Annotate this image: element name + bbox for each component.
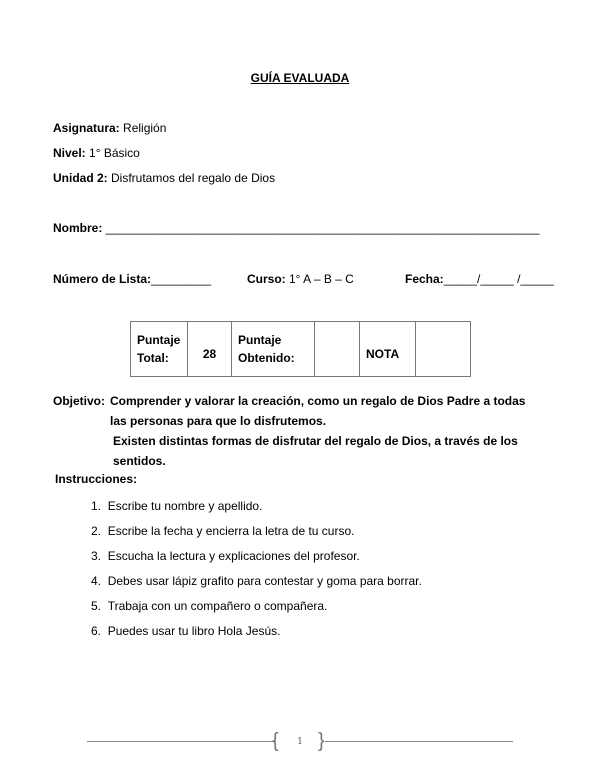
list-item [91, 624, 280, 638]
instrucciones-label: Instrucciones: [55, 472, 138, 486]
asignatura-value: Religión [119, 121, 167, 135]
unidad-value: Disfrutamos del regalo de Dios [107, 171, 276, 185]
total-value: 28 [188, 322, 232, 377]
item-number: 2. [91, 524, 102, 538]
curso-label: Curso: [247, 272, 286, 286]
unidad-label: Unidad 2: [53, 171, 108, 185]
lista-field[interactable] [53, 272, 211, 286]
objetivo-line: Existen distintas formas de disfrutar del regalo de Dios, a través de los [113, 434, 518, 448]
nivel-value: 1° Básico [85, 146, 140, 160]
nivel-label: Nivel: [53, 146, 86, 160]
item-number: 5. [91, 599, 102, 613]
objetivo-label: Objetivo: [53, 394, 106, 408]
asignatura-field [53, 121, 166, 135]
curso-field [247, 272, 354, 286]
obtained-label: Puntaje Obtenido: [232, 322, 315, 377]
nombre-blank[interactable]: _________________________________________________________________ [102, 221, 540, 235]
fecha-field[interactable] [405, 272, 554, 286]
total-label: Puntaje Total: [131, 322, 188, 377]
item-text: Escribe la fecha y encierra la letra de tu curso. [107, 524, 355, 538]
right-brace-icon: } [318, 730, 325, 752]
item-text: Puedes usar tu libro Hola Jesús. [107, 624, 281, 638]
footer-divider [87, 741, 276, 742]
lista-label: Número de Lista: [53, 272, 152, 286]
score-table [130, 321, 471, 377]
nivel-field [53, 146, 140, 160]
objetivo-line: sentidos. [113, 454, 166, 468]
fecha-blank[interactable]: _____/_____ /_____ [443, 272, 554, 286]
page-number: 1 [297, 737, 303, 747]
nota-value[interactable] [416, 322, 471, 377]
obtained-value[interactable] [315, 322, 360, 377]
item-text: Escribe tu nombre y apellido. [107, 499, 263, 513]
objetivo-line: Comprender y valorar la creación, como un regalo de Dios Padre a todas [110, 394, 526, 408]
item-number: 1. [91, 499, 102, 513]
page-title: GUÍA EVALUADA [250, 71, 350, 85]
item-text: Trabaja con un compañero o compañera. [107, 599, 328, 613]
fecha-label: Fecha: [405, 272, 444, 286]
left-brace-icon: { [272, 730, 279, 752]
item-text: Debes usar lápiz grafito para contestar y goma para borrar. [107, 574, 422, 588]
asignatura-label: Asignatura: [53, 121, 120, 135]
nombre-label: Nombre: [53, 221, 103, 235]
nombre-field[interactable] [53, 221, 548, 235]
list-item [91, 599, 327, 613]
curso-value: 1° A – B – C [285, 272, 354, 286]
list-item [91, 549, 360, 563]
list-item [91, 574, 422, 588]
item-number: 6. [91, 624, 102, 638]
lista-blank[interactable]: _________ [151, 272, 212, 286]
item-number: 3. [91, 549, 102, 563]
item-number: 4. [91, 574, 102, 588]
nota-label: NOTA [360, 322, 416, 377]
item-text: Escucha la lectura y explicaciones del profesor. [107, 549, 360, 563]
list-item [91, 524, 354, 538]
list-item [91, 499, 262, 513]
unidad-field [53, 171, 275, 185]
footer-divider [325, 741, 513, 742]
objetivo-line: las personas para que lo disfrutemos. [110, 414, 327, 428]
